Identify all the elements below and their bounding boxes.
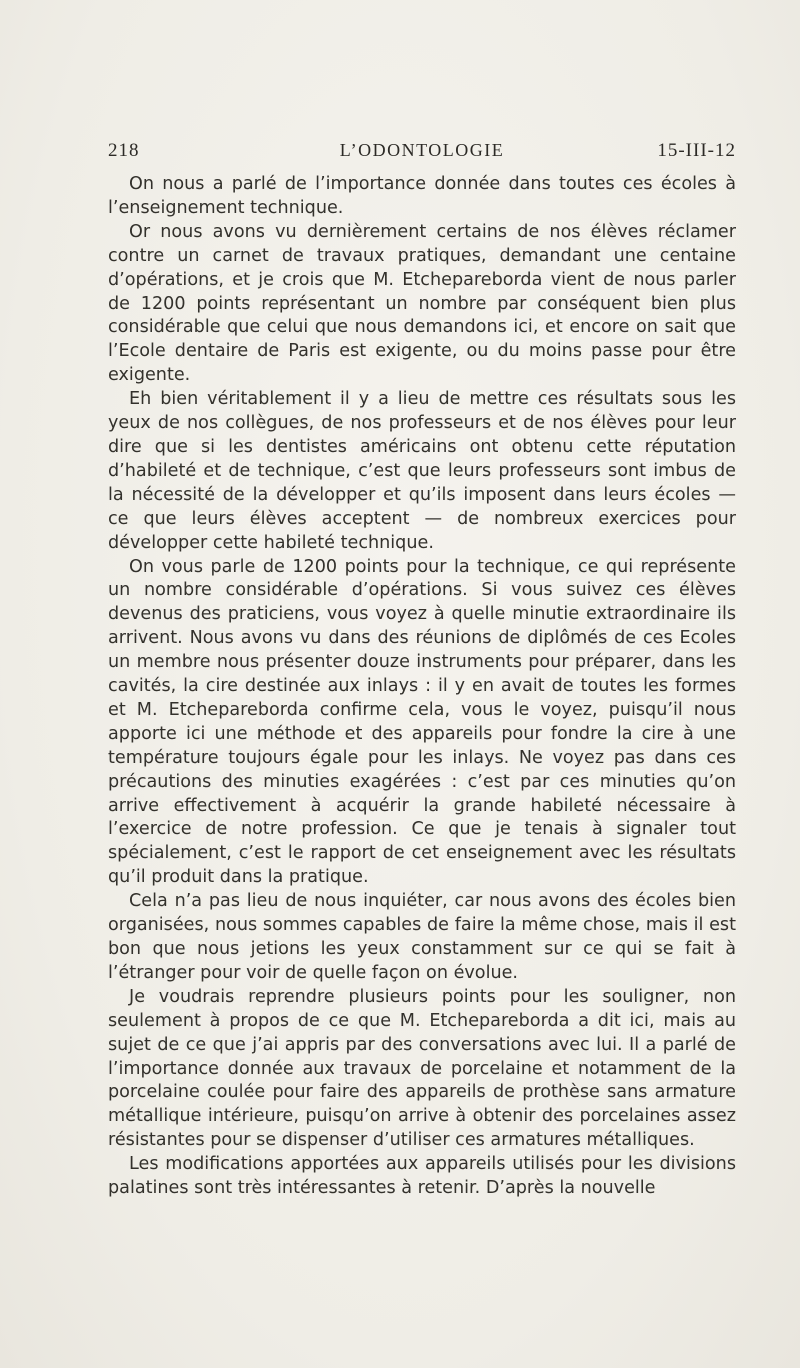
issue-date: 15-III-12 <box>657 140 736 161</box>
paragraph-5: Cela n’a pas lieu de nous inquiéter, car nous avons des écoles bien organisées, nous sommes capables de faire la même chose, mais il est bon que nous jetions les yeux constamment sur ce qui se fait à l’étranger pour voir de quelle façon on évolue. <box>108 891 736 983</box>
paragraph-2: Or nous avons vu dernièrement certains de nos élèves réclamer contre un carnet de travaux pratiques, demandant une centaine d’opérations, et je crois que M. Etchepareborda vient de nous parler de 1200 points représentant un nombre par conséquent bien plus considérable que celui que nous demandons ici, et encore on sait que l’Ecole dentaire de Paris est exigente, ou du moins passe pour être exigente. <box>108 221 736 386</box>
paragraph-4: On vous parle de 1200 points pour la technique, ce qui représente un nombre considérable d’opérations. Si vous suivez ces élèves devenus des praticiens, vous voyez à quelle minutie extraordinaire ils arrivent. Nous avons vu dans des réunions de diplômés de ces Ecoles un membre nous présenter douze instruments pour préparer, dans les cavités, la cire destinée aux inlays : il y en avait de toutes les formes et M. Etchepareborda confirme cela, vous le voyez, puisqu’il nous apporte ici une méthode et des appareils pour fondre la cire à une température toujours égale pour les inlays. Ne voyez pas dans ces précautions des minuties exagérées : c’est par ces minuties qu’on arrive effectivement à acquérir la grande habileté nécessaire à l’exercice de notre profession. Ce que je tenais à signaler tout spécialement, c’est le rapport de cet enseignement avec les résultats qu’il produit dans la pratique. <box>108 556 736 888</box>
paragraph-3: Eh bien véritablement il y a lieu de mettre ces résultats sous les yeux de nos collègues, de nos professeurs et de nos élèves pour leur dire que si les dentistes américains ont obtenu cette réputation d’habileté et de technique, c’est que leurs professeurs sont imbus de la nécessité de la développer et qu’ils imposent dans leurs écoles — ce que leurs élèves acceptent — de nombreux exercices pour développer cette habileté technique. <box>108 389 736 553</box>
paragraph-1: On nous a parlé de l’importance donnée dans toutes ces écoles à l’enseignement technique. <box>108 174 736 218</box>
running-head <box>108 140 736 166</box>
paragraph-6: Je voudrais reprendre plusieurs points pour les souligner, non seulement à propos de ce que M. Etchepareborda a dit ici, mais au sujet de ce que j’ai appris par des conversations avec lui. Il a parlé de l’importance donnée aux travaux de porcelaine et notamment de la porcelaine coulée pour faire des appareils de prothèse sans armature métallique intérieure, puisqu’on arrive à obtenir des porcelaines assez résistantes pour se dispenser d’utiliser ces armatures métalliques. <box>108 986 736 1151</box>
page-number: 218 <box>108 140 140 161</box>
journal-title: L’ODONTOLOGIE <box>339 140 505 160</box>
paragraph-7: Les modifications apportées aux appareils utilisés pour les divisions palatines sont très intéressantes à retenir. D’après la nouvelle <box>108 1154 736 1199</box>
body-text <box>108 173 736 1201</box>
